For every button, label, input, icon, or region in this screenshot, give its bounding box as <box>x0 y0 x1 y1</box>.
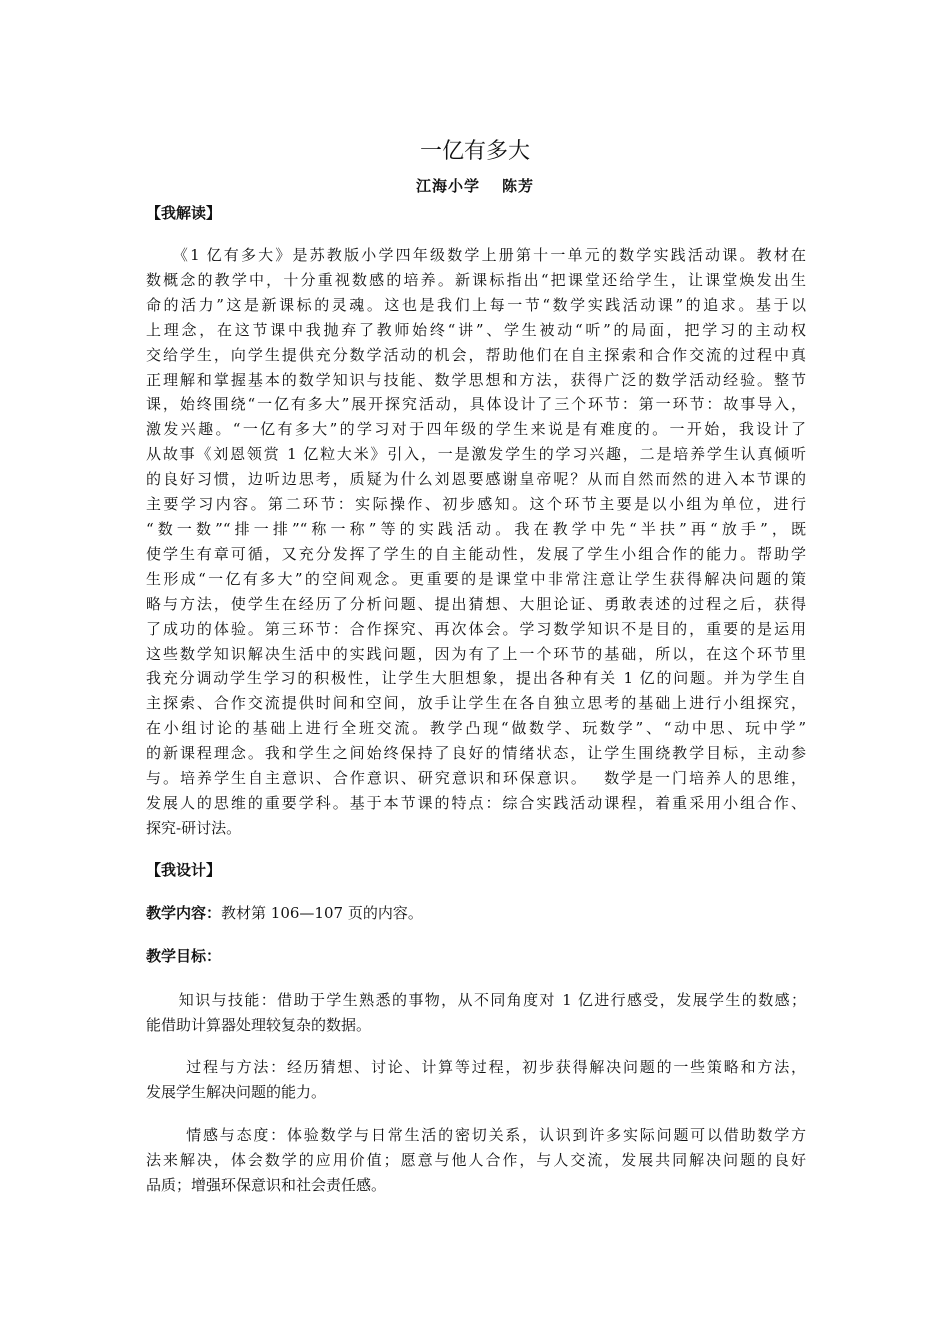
reading-line: “数一数”“排一排”“称一称”等的实践活动。我在教学中先“半扶”再“放手”，既 <box>146 519 806 538</box>
teaching-content <box>146 901 423 925</box>
goal-emotion-line: 情感与态度：体验数学与日常生活的密切关系，认识到许多实际问题可以借助数学方 <box>146 1126 806 1144</box>
reading-line: 主探索、合作交流提供时间和空间，放手让学生在各自独立思考的基础上进行小组探究， <box>146 694 806 713</box>
goal-knowledge-line: 知识与技能：借助于学生熟悉的事物，从不同角度对 1 亿进行感受，发展学生的数感； <box>146 991 806 1009</box>
goal-knowledge-paragraph <box>146 988 806 1038</box>
reading-line: 上理念，在这节课中我抛弃了教师始终“讲”、学生被动“听”的局面，把学习的主动权 <box>146 320 806 339</box>
goal-process-line: 过程与方法：经历猜想、讨论、计算等过程，初步获得解决问题的一些策略和方法， <box>146 1058 806 1076</box>
reading-line: 从故事《刘恩领赏 1 亿粒大米》引入，一是激发学生的学习兴趣，二是培养学生认真倾听 <box>146 445 806 464</box>
reading-line: 了成功的体验。第三环节：合作探究、再次体会。学习数学知识不是目的，重要的是运用 <box>146 619 806 638</box>
reading-line: 正理解和掌握基本的数学知识与技能、数学思想和方法，获得广泛的数学活动经验。整节 <box>146 370 806 389</box>
reading-line: 的良好习惯，边听边思考，质疑为什么刘恩要感谢皇帝呢？从而自然而然的进入本节课的 <box>146 470 806 489</box>
reading-line: 与。培养学生自主意识、合作意识、研究意识和环保意识。 数学是一门培养人的思维， <box>146 769 806 788</box>
reading-line: 《1 亿有多大》是苏教版小学四年级数学上册第十一单元的数学实践活动课。教材在 <box>146 246 806 264</box>
reading-line: 发展人的思维的重要学科。基于本节课的特点：综合实践活动课程，着重采用小组合作、 <box>146 793 806 812</box>
reading-line: 激发兴趣。“一亿有多大”的学习对于四年级的学生来说是有难度的。一开始，我设计了 <box>146 420 806 439</box>
author-school: 江海小学 <box>415 177 480 195</box>
goal-emotion-line: 法来解决，体会数学的应用价值；愿意与他人合作，与人交流，发展共同解决问题的良好 <box>146 1150 806 1169</box>
document-title: 一亿有多大 <box>419 139 530 164</box>
section-heading-design: 【我设计】 <box>146 861 222 879</box>
reading-line: 命的活力”这是新课标的灵魂。这也是我们上每一节“数学实践活动课”的追求。基于以 <box>146 295 806 314</box>
reading-line: 课，始终围绕“一亿有多大”展开探究活动，具体设计了三个环节：第一环节：故事导入， <box>146 395 806 414</box>
reading-line: 数概念的教学中，十分重视数感的培养。新课标指出“把课堂还给学生，让课堂焕发出生 <box>146 270 806 289</box>
reading-line: 使学生有章可循，又充分发挥了学生的自主能动性，发展了学生小组合作的能力。帮助学 <box>146 544 806 563</box>
reading-line: 在小组讨论的基础上进行全班交流。教学凸现“做数学、玩数学”、“动中思、玩中学” <box>146 719 806 738</box>
goal-emotion-line: 品质；增强环保意识和社会责任感。 <box>146 1175 387 1194</box>
reading-line: 主要学习内容。第二环节：实际操作、初步感知。这个环节主要是以小组为单位，进行 <box>146 495 806 514</box>
reading-line: 这些数学知识解决生活中的实践问题，因为有了上一个环节的基础，所以，在这个环节里 <box>146 644 806 663</box>
author-line <box>0 174 950 198</box>
reading-line: 生形成“一亿有多大”的空间观念。更重要的是课堂中非常注意让学生获得解决问题的策 <box>146 569 806 588</box>
author-name: 陈芳 <box>502 177 535 195</box>
goal-knowledge-line: 能借助计算器处理较复杂的数据。 <box>146 1015 372 1034</box>
teaching-goals-label: 教学目标： <box>146 947 222 965</box>
section-heading-reading: 【我解读】 <box>146 204 222 222</box>
goal-process-paragraph <box>146 1055 806 1105</box>
reading-line: 探究-研讨法。 <box>146 818 242 837</box>
reading-paragraph <box>146 243 806 841</box>
reading-line: 略与方法，使学生在经历了分析问题、提出猜想、大胆论证、勇敢表述的过程之后，获得 <box>146 594 806 613</box>
goal-emotion-paragraph <box>146 1123 806 1198</box>
reading-line: 的新课程理念。我和学生之间始终保持了良好的情绪状态，让学生围绕教学目标，主动参 <box>146 744 806 763</box>
teaching-content-text: 教材第 106—107 页的内容。 <box>221 904 423 922</box>
goal-process-line: 发展学生解决问题的能力。 <box>146 1082 327 1101</box>
reading-line: 我充分调动学生学习的积极性，让学生大胆想象，提出各种有关 1 亿的问题。并为学生自 <box>146 669 806 688</box>
reading-line: 交给学生，向学生提供充分数学活动的机会，帮助他们在自主探索和合作交流的过程中真 <box>146 345 806 364</box>
teaching-content-label: 教学内容： <box>146 904 222 922</box>
